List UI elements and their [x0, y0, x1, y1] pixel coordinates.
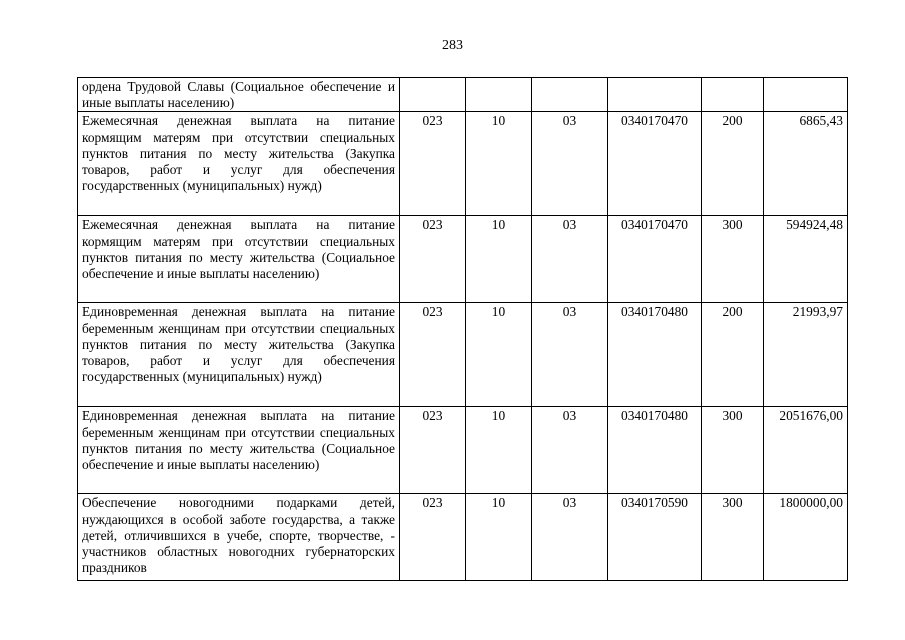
- table-row: [78, 303, 848, 407]
- amount: [764, 78, 848, 112]
- expense-type-code: [702, 78, 764, 112]
- section-code: 10: [466, 407, 532, 494]
- expense-type-code: 300: [702, 216, 764, 303]
- target-article-code: 0340170480: [608, 303, 702, 407]
- section-code: 10: [466, 216, 532, 303]
- row-description: Ежемесячная денежная выплата на питание кормящим матерям при отсутствии специальных пунктов питания по месту жительства (Социальное обеспечение и иные выплаты населению): [78, 216, 400, 303]
- target-article-code: 0340170470: [608, 216, 702, 303]
- ministry-code: 023: [400, 112, 466, 216]
- row-description: Ежемесячная денежная выплата на питание кормящим матерям при отсутствии специальных пунктов питания по месту жительства (Закупка товаров, работ и услуг для обеспечения государственных (муниципальных) нужд): [78, 112, 400, 216]
- target-article-code: 0340170480: [608, 407, 702, 494]
- table-row: [78, 407, 848, 494]
- target-article-code: 0340170590: [608, 494, 702, 581]
- budget-table: [77, 77, 848, 581]
- amount: 6865,43: [764, 112, 848, 216]
- row-description: Единовременная денежная выплата на питание беременным женщинам при отсутствии специальных пунктов питания по месту жительства (Социальное обеспечение и иные выплаты населению): [78, 407, 400, 494]
- section-code: [466, 78, 532, 112]
- row-description: Обеспечение новогодними подарками детей, нуждающихся в особой заботе государства, а также детей, отличившихся в учебе, спорте, творчестве, - участников областных новогодних губернаторских праздников: [78, 494, 400, 581]
- table-row: [78, 112, 848, 216]
- table-row: [78, 78, 848, 112]
- section-code: 10: [466, 494, 532, 581]
- amount: 1800000,00: [764, 494, 848, 581]
- target-article-code: 0340170470: [608, 112, 702, 216]
- target-article-code: [608, 78, 702, 112]
- subsection-code: [532, 78, 608, 112]
- subsection-code: 03: [532, 112, 608, 216]
- subsection-code: 03: [532, 216, 608, 303]
- ministry-code: 023: [400, 216, 466, 303]
- expense-type-code: 200: [702, 303, 764, 407]
- ministry-code: [400, 78, 466, 112]
- page-number: 283: [442, 38, 463, 53]
- amount: 594924,48: [764, 216, 848, 303]
- amount: 21993,97: [764, 303, 848, 407]
- subsection-code: 03: [532, 494, 608, 581]
- subsection-code: 03: [532, 407, 608, 494]
- subsection-code: 03: [532, 303, 608, 407]
- ministry-code: 023: [400, 407, 466, 494]
- amount: 2051676,00: [764, 407, 848, 494]
- ministry-code: 023: [400, 494, 466, 581]
- row-description: Единовременная денежная выплата на питание беременным женщинам при отсутствии специальных пунктов питания по месту жительства (Закупка товаров, работ и услуг для обеспечения государственных (муниципальных) нужд): [78, 303, 400, 407]
- ministry-code: 023: [400, 303, 466, 407]
- table-row: [78, 494, 848, 581]
- expense-type-code: 200: [702, 112, 764, 216]
- expense-type-code: 300: [702, 494, 764, 581]
- expense-type-code: 300: [702, 407, 764, 494]
- section-code: 10: [466, 112, 532, 216]
- row-description: ордена Трудовой Славы (Социальное обеспечение и иные выплаты населению): [78, 78, 400, 112]
- table-row: [78, 216, 848, 303]
- section-code: 10: [466, 303, 532, 407]
